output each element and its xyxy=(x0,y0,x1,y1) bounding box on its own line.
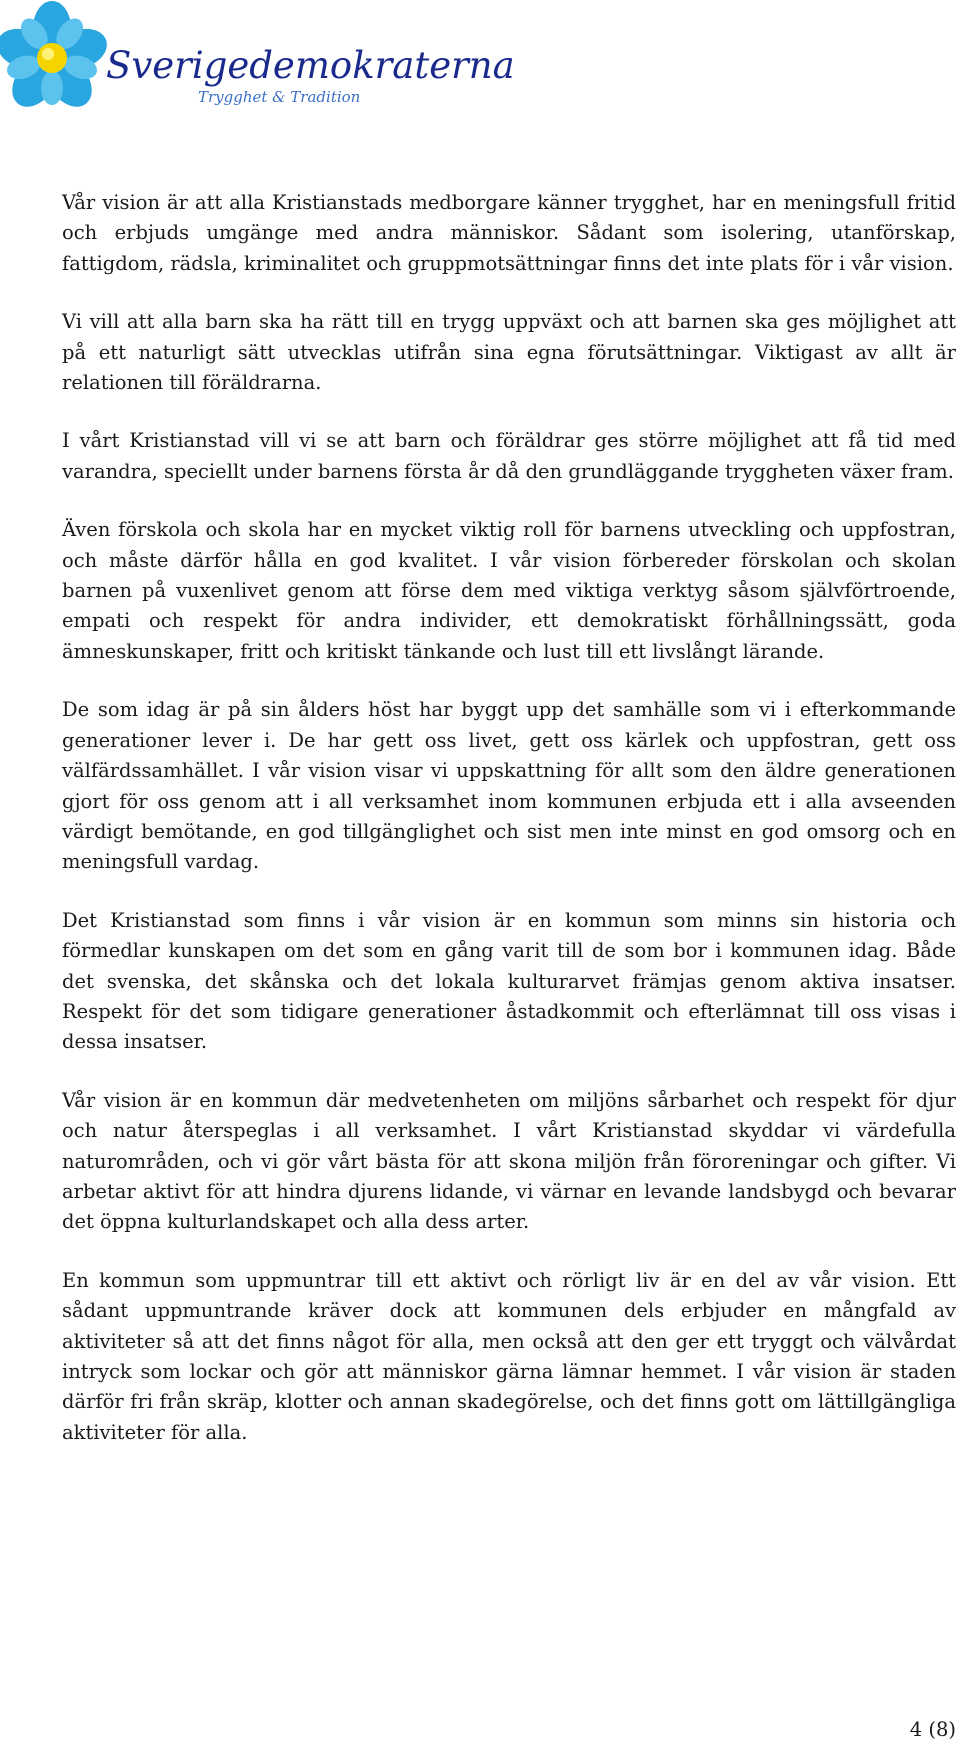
body-paragraph: Vår vision är att alla Kristianstads medborgare känner trygghet, har en meningsfull fritid och erbjuds umgänge med andra människor. Sådant som isolering, utanförskap, fattigdom, rädsla, kriminalitet och gruppmotsättningar finns det inte plats för i vår vision. xyxy=(62,191,956,275)
body-paragraph: Även förskola och skola har en mycket viktig roll för barnens utveckling och uppfostran, och måste därför hålla en god kvalitet. I vår vision förbereder förskolan och skolan barnen på vuxenlivet genom att förse dem med viktiga verktyg såsom självförtroende, empati och respekt för andra individer, ett demokratiskt förhållningssätt, goda ämneskunskaper, fritt och kritiskt tänkande och lust till ett livslångt lärande. xyxy=(62,518,956,663)
logo-wordmark: Sverigedemokraterna xyxy=(106,44,515,87)
document-body xyxy=(62,188,956,1476)
body-paragraph: En kommun som uppmuntrar till ett aktivt och rörligt liv är en del av vår vision. Ett sådant uppmuntrande kräver dock att kommunen dels erbjuder en mångfald av aktiviteter så att det finns något för alla, men också att den ger ett tryggt och välvårdat intryck som lockar och gör att människor gärna lämnar hemmet. I vår vision är staden därför fri från skräp, klotter och annan skadegörelse, och det finns gott om lättillgängliga aktiviteter för alla. xyxy=(62,1268,956,1444)
body-paragraph: De som idag är på sin ålders höst har byggt upp det samhälle som vi i efterkommande generationer lever i. De har gett oss livet, gett oss kärlek och uppfostran, gett oss välfärdssamhället. I vår vision visar vi uppskattning för allt som den äldre generationen gjort för oss genom att i all verksamhet inom kommunen erbjuda ett i alla avseenden värdigt bemötande, en god tillgänglighet och sist men inte minst en god omsorg och en meningsfull vardag. xyxy=(62,698,956,874)
flower-icon xyxy=(0,1,112,115)
logo-tagline: Trygghet & Tradition xyxy=(198,88,361,106)
page-header xyxy=(0,0,960,120)
party-logo xyxy=(0,0,515,120)
body-paragraph: Vi vill att alla barn ska ha rätt till en trygg uppväxt och att barnen ska ges möjlighet att på ett naturligt sätt utvecklas utifrån sina egna förutsättningar. Viktigast av allt är relationen till föräldrarna. xyxy=(62,310,956,395)
body-paragraph: Det Kristianstad som finns i vår vision är en kommun som minns sin historia och förmedlar kunskapen om det som en gång varit till de som bor i kommunen idag. Både det svenska, det skånska och det lokala kulturarvet främjas genom aktiva insatser. Respekt för det som tidigare generationer åstadkommit och efterlämnat till oss visas i dessa insatser. xyxy=(62,908,956,1054)
page-number: 4 (8) xyxy=(909,1718,956,1741)
body-paragraph: Vår vision är en kommun där medvetenheten om miljöns sårbarhet och respekt för djur och natur återspeglas i all verksamhet. I vårt Kristianstad skyddar vi värdefulla naturområden, och vi gör vårt bästa för att skona miljön från föroreningar och gifter. Vi arbetar aktivt för att hindra djurens lidande, vi värnar en levande landsbygd och bevarar det öppna kulturlandskapet och alla dess arter. xyxy=(62,1088,956,1234)
body-paragraph: I vårt Kristianstad vill vi se att barn och föräldrar ges större möjlighet att få tid med varandra, speciellt under barnens första år då den grundläggande tryggheten växer fram. xyxy=(62,429,956,483)
